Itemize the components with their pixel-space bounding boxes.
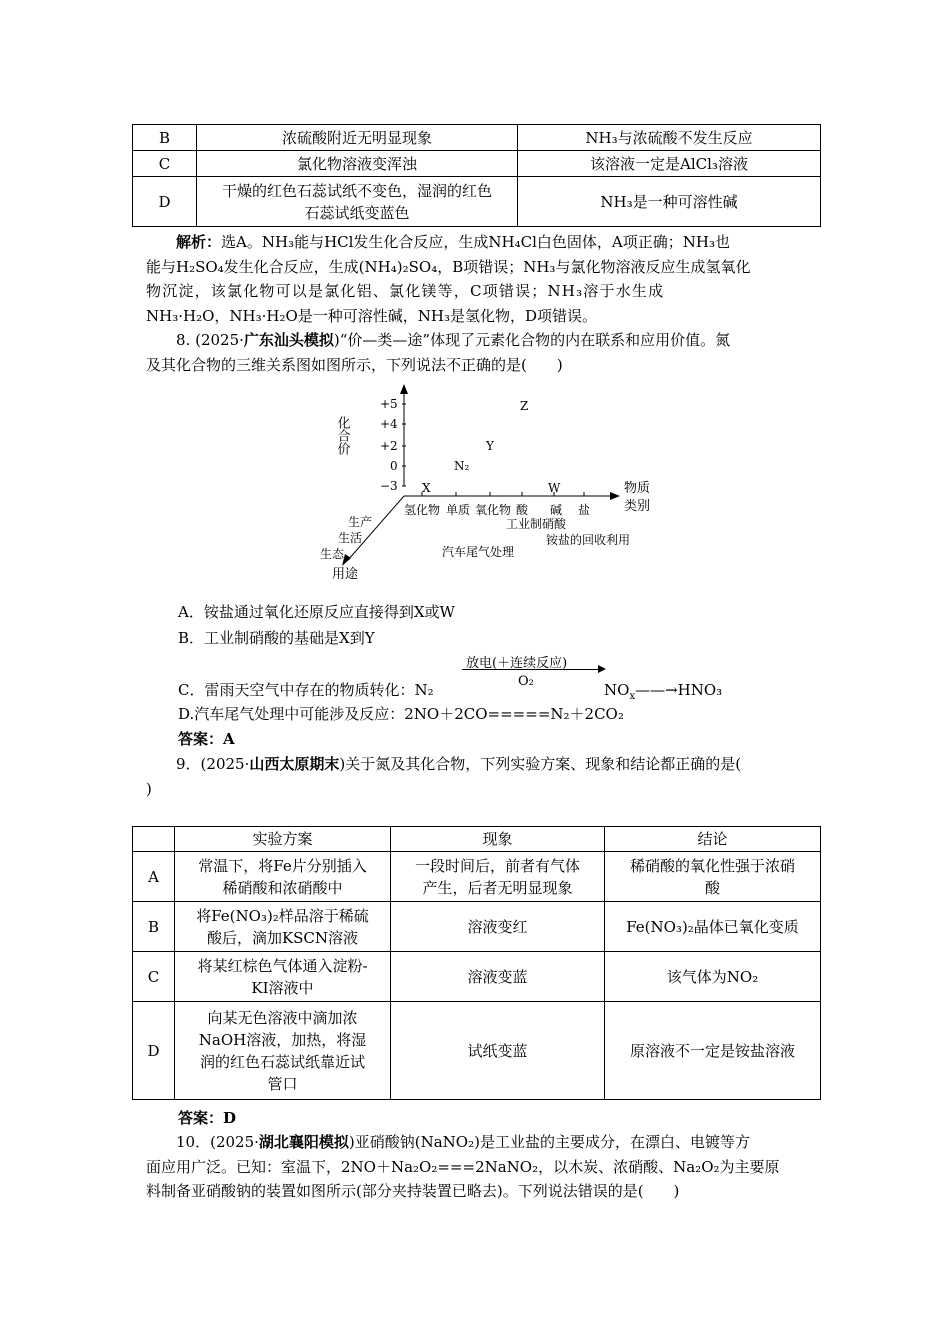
phenomenon-cell <box>197 177 518 227</box>
q7-options-table <box>132 124 821 227</box>
analysis-line: 物沉淀，该氯化物可以是氯化铝、氯化镁等，C项错误；NH₃溶于水生成 <box>146 282 665 300</box>
conclusion-cell: 该溶液一定是AlCl₃溶液 <box>518 151 821 177</box>
question-source: 山西太原期末 <box>249 755 340 773</box>
y-ticks <box>380 397 406 493</box>
question-source: 湖北襄阳模拟 <box>258 1133 349 1151</box>
cell-line: 干燥的红色石蕊试纸不变色，湿润的红色 <box>221 181 492 200</box>
category-label: 酸 <box>516 503 529 517</box>
option-cell: C <box>133 151 197 177</box>
phenomenon-cell: 氯化物溶液变浑浊 <box>197 151 518 177</box>
conclusion-cell: 该气体为NO₂ <box>605 952 821 1002</box>
y-axis-label: 化合价 <box>334 416 350 455</box>
option-cell: D <box>133 177 197 227</box>
tick-label: +5 <box>380 397 398 411</box>
phenomenon-cell: 试纸变蓝 <box>391 1002 605 1100</box>
q9-stem: 9．(2025·山西太原期末)关于氮及其化合物，下列实验方案、现象和结论都正确的是( ) <box>146 755 742 798</box>
option-cell: C <box>133 952 175 1002</box>
tick-label: +2 <box>380 439 398 453</box>
option-cell: D <box>133 1002 175 1100</box>
option-c: C．雷雨天空气中存在的物质转化：N₂ <box>178 681 434 699</box>
option-c-products: $NO_x——\to HNO_3$ <box>604 681 723 702</box>
table-row <box>133 952 821 1002</box>
table-header-row <box>133 827 821 852</box>
q9-table <box>132 826 821 1100</box>
header-cell: 实验方案 <box>175 827 391 852</box>
category-label: 盐 <box>578 503 591 517</box>
category-label: 生活 <box>338 531 363 545</box>
conclusion-cell: 原溶液不一定是铵盐溶液 <box>605 1002 821 1100</box>
cell-line: 石蕊试纸变蓝色 <box>304 203 410 222</box>
reaction-arrow <box>462 652 606 692</box>
plan-cell: 将某红棕色气体通入淀粉- KI溶液中 <box>175 952 391 1002</box>
x-categories <box>404 502 590 517</box>
point-label: W <box>548 481 561 495</box>
tick-label: −3 <box>380 479 398 493</box>
answer-8: 答案：A <box>178 730 235 748</box>
plan-cell: 向某无色溶液中滴加浓 NaOH溶液，加热，将湿 润的红色石蕊试纸靠近试 管口 <box>175 1002 391 1100</box>
option-d: D.汽车尾气处理中可能涉及反应：2NO＋2CO=====N₂＋2CO₂ <box>178 705 624 723</box>
point-label: Z <box>520 399 529 413</box>
conclusion-cell: NH₃与浓硫酸不发生反应 <box>518 125 821 151</box>
option-cell: A <box>133 852 175 902</box>
header-cell: 结论 <box>605 827 821 852</box>
x-axis-label: 物质 <box>624 481 651 496</box>
analysis-line: NH₃·H₂O，NH₃·H₂O是一种可溶性碱，NH₃是氢化物，D项错误。 <box>146 306 598 325</box>
phenomenon-cell: 一段时间后，前者有气体 产生，后者无明显现象 <box>391 852 605 902</box>
phenomenon-cell: 溶液变蓝 <box>391 952 605 1002</box>
tick-label: +4 <box>380 417 398 431</box>
header-cell <box>133 827 175 852</box>
plan-cell: 将Fe(NO₃)₂样品溶于稀硫 酸后，滴加KSCN溶液 <box>175 902 391 952</box>
q8-stem: 8. (2025·广东汕头模拟)“价—类—途”体现了元素化合物的内在联系和应用价值。氮 及其化合物的三维关系图如图所示，下列说法不正确的是( ) <box>146 331 731 374</box>
conclusion-cell: 稀硝酸的氧化性强于浓硝 酸 <box>605 852 821 902</box>
option-b: B．工业制硝酸的基础是X到Y <box>178 629 375 647</box>
point-label: N₂ <box>454 459 470 473</box>
category-label: 生产 <box>348 515 373 529</box>
category-label: 氧化物 <box>475 503 512 517</box>
table-row <box>133 125 821 151</box>
nitrogen-3d-diagram <box>318 382 658 592</box>
tick-label: 0 <box>390 459 398 473</box>
table-row <box>133 177 821 227</box>
q10-stem: 10．(2025·湖北襄阳模拟)亚硝酸钠(NaNO₂)是工业盐的主要成分，在漂白、电镀等方 面应用广泛。已知：室温下，2NO＋Na₂O₂===2NaNO₂，以木炭、浓硝酸、Na₂O₂为主要原 料制备亚硝酸钠的装置如图所示(部分夹持装置已略去)。下列说法错误的是( ) <box>146 1133 780 1200</box>
q7-analysis <box>146 230 806 328</box>
uses <box>442 516 630 559</box>
analysis-label: 解析： <box>176 233 222 251</box>
question-source: 广东汕头模拟 <box>243 331 334 349</box>
category-label: 生态 <box>320 547 345 561</box>
analysis-line: 能与H₂SO₄发生化合反应，生成(NH₄)₂SO₄，B项错误；NH₃与氯化物溶液反应生成氢氧化 <box>146 257 751 276</box>
conclusion-cell: NH₃是一种可溶性碱 <box>518 177 821 227</box>
phenomenon-cell: 浓硫酸附近无明显现象 <box>197 125 518 151</box>
table-row <box>133 852 821 902</box>
option-a: A．铵盐通过氧化还原反应直接得到X或W <box>178 603 455 621</box>
table-row <box>133 902 821 952</box>
conclusion-cell: Fe(NO₃)₂晶体已氧化变质 <box>605 902 821 952</box>
option-cell: B <box>133 125 197 151</box>
header-cell: 现象 <box>391 827 605 852</box>
plan-cell: 常温下，将Fe片分别插入 稀硝酸和浓硝酸中 <box>175 852 391 902</box>
category-label: 碱 <box>550 503 563 517</box>
arrow-top-label: 放电(＋连续反应) <box>466 656 568 671</box>
category-label: 氢化物 <box>404 503 441 517</box>
option-cell: B <box>133 902 175 952</box>
use-label: 工业制硝酸 <box>506 517 567 531</box>
analysis-line: 选A。NH₃能与HCl发生化合反应，生成NH₄Cl白色固体，A项正确；NH₃也 <box>221 233 730 251</box>
answer-9: 答案：D <box>178 1109 237 1127</box>
z-axis-label: 用途 <box>332 567 359 582</box>
arrow-bottom-label: O₂ <box>518 674 534 689</box>
category-label: 单质 <box>446 503 471 517</box>
table-row <box>133 151 821 177</box>
point-label: X <box>422 481 431 495</box>
phenomenon-cell: 溶液变红 <box>391 902 605 952</box>
x-axis-label: 类别 <box>624 499 651 514</box>
table-row <box>133 1002 821 1100</box>
use-label: 铵盐的回收利用 <box>546 533 631 547</box>
use-label: 汽车尾气处理 <box>442 545 515 559</box>
points <box>422 399 561 495</box>
point-label: Y <box>486 439 494 453</box>
z-categories <box>320 514 372 561</box>
